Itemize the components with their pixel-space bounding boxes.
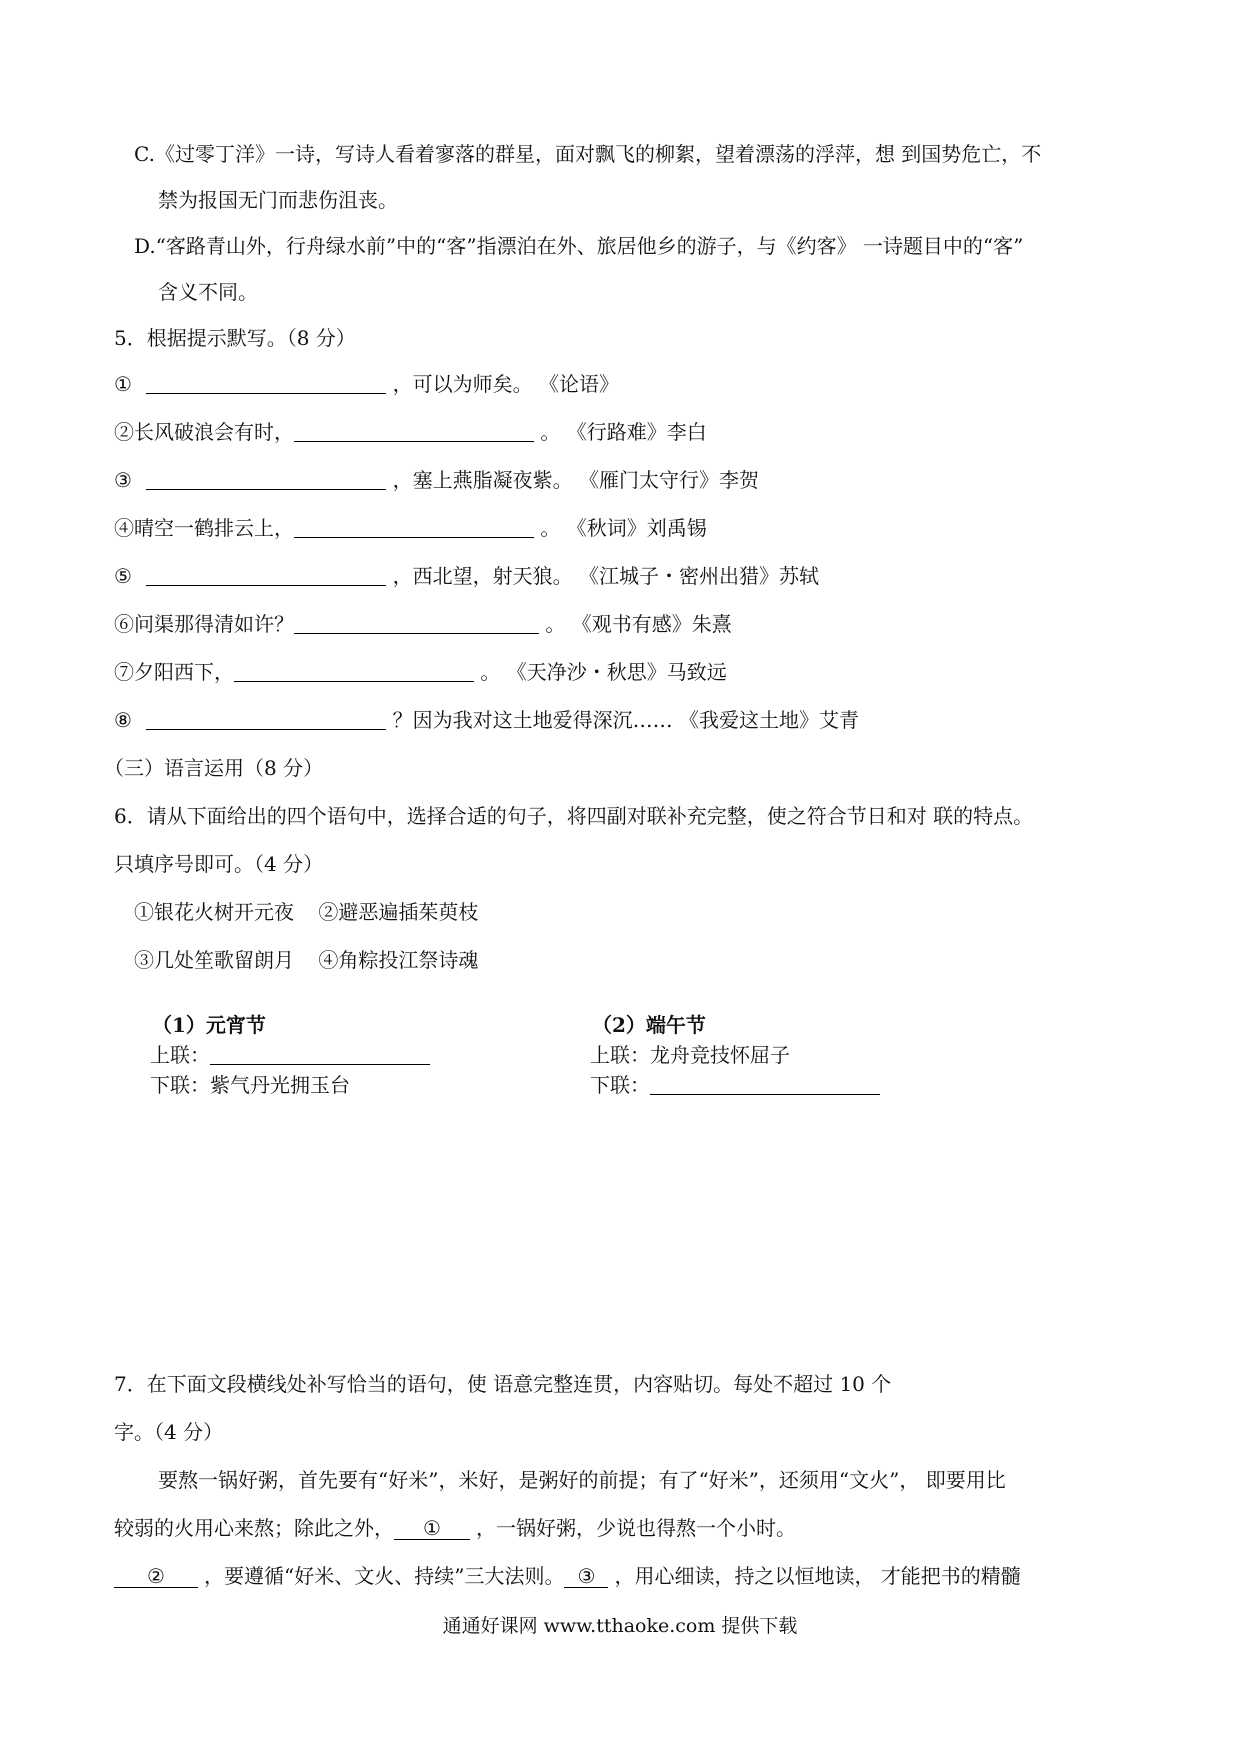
couplet-dragon-boat-festival	[590, 1010, 880, 1100]
q7-text: ，一锅好粥，少说也得熬一个小时。	[476, 1516, 796, 1540]
couplet-lower	[590, 1070, 880, 1100]
couplet-title: （1）元宵节	[152, 1013, 266, 1037]
q4-option-c-line2: 禁为报国无门而悲伤沮丧。	[158, 188, 398, 212]
fill-blank[interactable]	[146, 467, 386, 490]
q7-text: ，要遵循“好米、文火、持续”三大法则。	[204, 1564, 565, 1588]
fill-blank[interactable]	[146, 371, 386, 394]
fill-blank[interactable]	[294, 611, 539, 634]
couplet-lantern-festival	[150, 1010, 430, 1100]
q5-title: 5．根据提示默写。（8 分）	[114, 326, 356, 350]
q5-item-tail: ，西北望，射天狼。 《江城子・密州出猎》苏轼	[392, 564, 820, 588]
q5-item-1	[114, 370, 619, 398]
q4-option-d-line1: D.“客路青山外，行舟绿水前”中的“客”指漂泊在外、旅居他乡的游子，与《约客》 一诗题目中的“客”	[134, 234, 1024, 258]
q5-item-lead: ④晴空一鹤排云上，	[114, 516, 294, 540]
fill-blank[interactable]	[234, 659, 474, 682]
q7-para-line3	[114, 1562, 1021, 1590]
q5-item-tail: 。 《秋词》刘禹锡	[540, 516, 707, 540]
q6-line2: 只填序号即可。（4 分）	[114, 852, 324, 876]
q5-item-8	[114, 706, 859, 734]
q5-item-lead: ⑦夕阳西下，	[114, 660, 234, 684]
q5-item-number: ⑤	[114, 564, 132, 588]
couplet-lower: 下联：紫气丹光拥玉台	[150, 1073, 350, 1097]
blank-1[interactable]: ①	[394, 1517, 470, 1540]
q5-item-number: ①	[114, 372, 132, 396]
fill-blank[interactable]	[210, 1042, 430, 1065]
q4-option-c-line1: C.《过零丁洋》一诗，写诗人看着寥落的群星，面对飘飞的柳絮，望着漂荡的浮萍，想 到国势危亡，不	[134, 142, 1042, 166]
fill-blank[interactable]	[294, 515, 534, 538]
q7-text: 较弱的火用心来熬；除此之外，	[114, 1516, 394, 1540]
q5-item-tail: 。 《观书有感》朱熹	[545, 612, 732, 636]
q5-item-3	[114, 466, 759, 494]
q5-item-number: ⑧	[114, 708, 132, 732]
q6-options-row1: ①银花火树开元夜 ②避恶遍插茱萸枝	[134, 900, 479, 924]
q5-item-6	[114, 610, 732, 638]
q4-option-d-line2: 含义不同。	[158, 280, 258, 304]
q7-line2: 字。（4 分）	[114, 1420, 224, 1444]
couplet-label: 上联：	[150, 1043, 210, 1067]
couplet-upper	[150, 1040, 430, 1070]
page-footer: 通通好课网 www.tthaoke.com 提供下载	[442, 1615, 798, 1637]
fill-blank[interactable]	[294, 419, 534, 442]
q5-item-tail: 。 《行路难》李白	[540, 420, 707, 444]
fill-blank[interactable]	[146, 707, 386, 730]
q7-para-line1: 要熬一锅好粥，首先要有“好米”，米好，是粥好的前提；有了“好米”，还须用“文火”， 即要用比	[158, 1468, 1006, 1492]
q5-item-2	[114, 418, 707, 446]
blank-2[interactable]: ②	[114, 1565, 198, 1588]
blank-3[interactable]: ③	[564, 1565, 608, 1588]
fill-blank[interactable]	[650, 1072, 880, 1095]
q5-item-7	[114, 658, 727, 686]
q7-text: ，用心细读，持之以恒地读， 才能把书的精髓	[614, 1564, 1021, 1588]
q6-line1: 6．请从下面给出的四个语句中，选择合适的句子，将四副对联补充完整，使之符合节日和对 联的特点。	[114, 804, 1034, 828]
q5-item-lead: ②长风破浪会有时，	[114, 420, 294, 444]
q5-item-5	[114, 562, 819, 590]
section-heading: （三）语言运用（8 分）	[104, 756, 324, 780]
q7-line1: 7．在下面文段横线处补写恰当的语句，使 语意完整连贯，内容贴切。每处不超过 10 个	[114, 1372, 892, 1396]
q5-item-tail: ，可以为师矣。 《论语》	[392, 372, 620, 396]
q7-para-line2	[114, 1514, 796, 1542]
couplet-upper: 上联：龙舟竞技怀屈子	[590, 1043, 790, 1067]
q5-item-tail: 。 《天净沙・秋思》马致远	[480, 660, 727, 684]
q5-item-tail: ？因为我对这土地爱得深沉…… 《我爱这土地》艾青	[392, 708, 860, 732]
couplet-label: 下联：	[590, 1073, 650, 1097]
couplet-title: （2）端午节	[592, 1013, 706, 1037]
q6-options-row2: ③几处笙歌留朗月 ④角粽投江祭诗魂	[134, 948, 479, 972]
fill-blank[interactable]	[146, 563, 386, 586]
q5-item-tail: ，塞上燕脂凝夜紫。 《雁门太守行》李贺	[392, 468, 760, 492]
q5-item-number: ③	[114, 468, 132, 492]
q5-item-lead: ⑥问渠那得清如许？	[114, 612, 294, 636]
q5-item-4	[114, 514, 707, 542]
